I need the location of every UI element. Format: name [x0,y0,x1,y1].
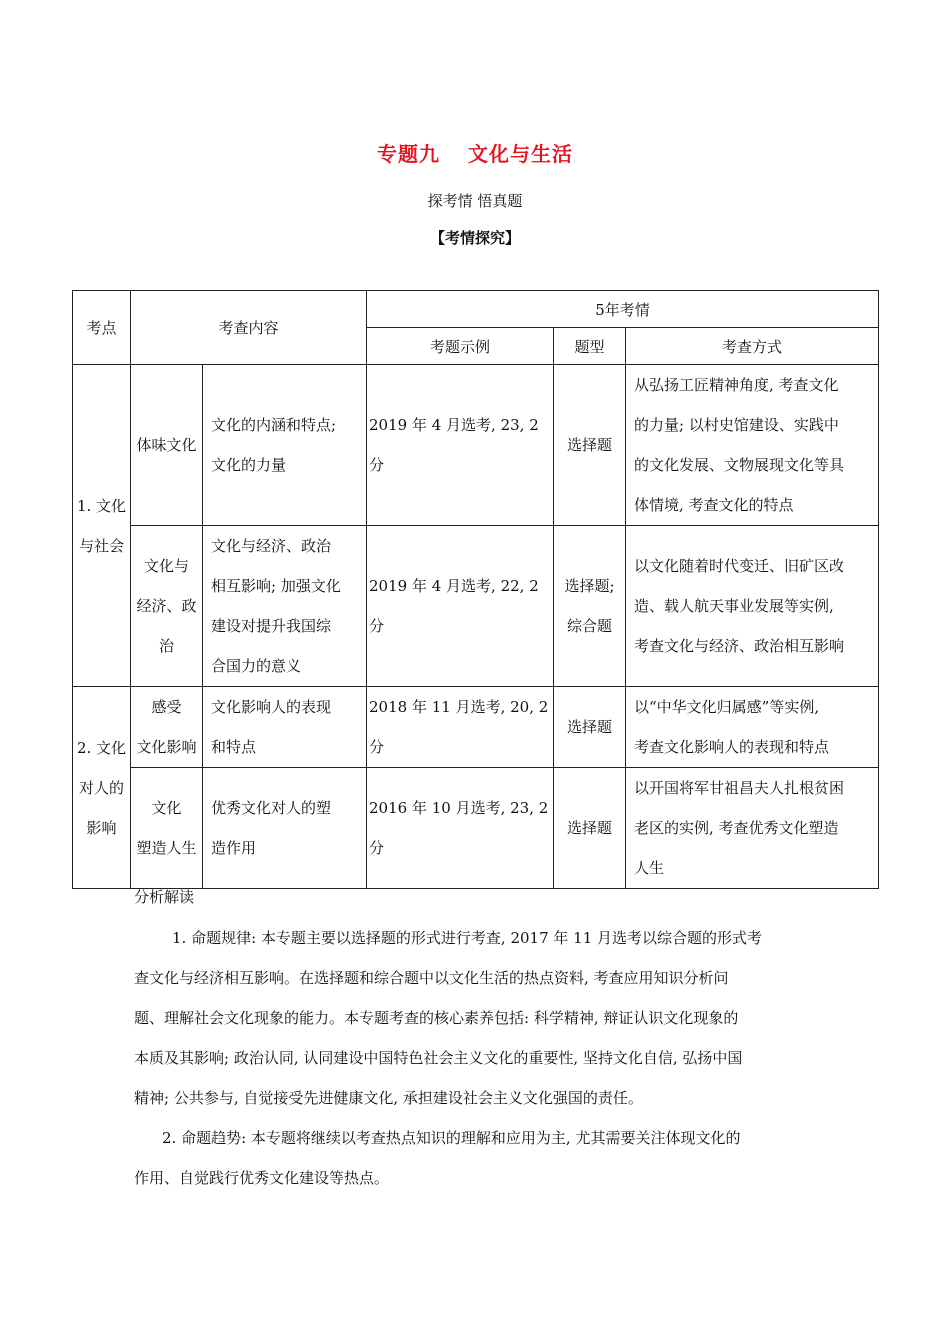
qtype-cell [554,526,626,687]
section-heading: 【考情探究】 [429,229,520,247]
example-cell [367,768,554,889]
paragraph-line [134,1118,810,1158]
analysis-paragraph-2 [134,1118,810,1198]
method-cell [626,687,879,768]
cell-line: 人生 [634,859,665,877]
cell-line: 体情境, 考查文化的特点 [634,496,794,514]
page-title [0,138,950,167]
cell-line: 文化与 [143,557,189,575]
cell-line: 相互影响; 加强文化 [211,577,341,595]
cell-line: 治 [158,637,174,655]
cell-line: 文化 [151,799,182,817]
cell-line: 影响 [86,818,117,837]
content-cell [203,365,367,526]
paragraph-line: 查文化与经济相互影响。在选择题和综合题中以文化生活的热点资料, 考查应用知识分析问 [134,969,729,987]
header-qtype: 题型 [554,328,626,365]
cell-line: 文化的力量 [211,456,287,474]
header-kaodian: 考点 [73,291,131,365]
table-row [73,768,879,889]
sub-topic-cell [131,526,203,687]
cell-line: 建设对提升我国综 [211,617,332,635]
table-row [73,365,879,526]
analysis-paragraph-1 [134,918,810,1118]
cell-line: 分 [369,738,385,756]
cell-line: 造、载人航天事业发展等实例, [634,597,834,615]
cell-line: 考查文化影响人的表现和特点 [634,738,830,756]
cell-line: 文化的内涵和特点; [211,416,337,434]
exam-analysis-table [72,290,879,889]
cell-line: 考查文化与经济、政治相互影响 [634,637,845,655]
cell-line: 体味文化 [136,436,197,454]
paragraph-line: 题、理解社会文化现象的能力。本专题考查的核心素养包括: 科学精神, 辩证认识文化现象的 [134,1009,739,1027]
qtype-cell [554,687,626,768]
content-cell [203,526,367,687]
example-cell [367,365,554,526]
paragraph-line: 作用、自觉践行优秀文化建设等热点。 [134,1169,390,1187]
cell-line: 感受 [151,698,182,716]
cell-line: 从弘扬工匠精神角度, 考查文化 [634,376,839,394]
header-five-year: 5年考情 [367,291,879,328]
cell-line: 的力量; 以村史馆建设、实践中 [634,416,839,434]
cell-line: 文化影响 [136,738,197,756]
table-header-row [73,291,879,328]
method-cell [626,526,879,687]
qtype-cell [554,365,626,526]
paragraph-line: 精神; 公共参与, 自觉接受先进健康文化, 承担建设社会主义文化强国的责任。 [134,1089,643,1107]
line-text: 1. 命题规律: 本专题主要以选择题的形式进行考查, 2017 年 11 月选考以综合题的形式考 [172,929,763,947]
header-content: 考查内容 [131,291,367,365]
cell-line: 优秀文化对人的塑 [211,799,332,817]
cell-line: 选择题 [567,436,613,454]
cell-line: 2018 年 11 月选考, 20, 2 [369,698,549,716]
table-row [73,687,879,768]
cell-line: 选择题 [567,718,613,736]
example-cell [367,687,554,768]
title-sub: 文化与生活 [468,142,573,166]
kaodian-cell [73,687,131,889]
cell-line: 以“中华文化归属感”等实例, [634,698,820,716]
cell-line: 文化影响人的表现 [211,698,332,716]
method-cell [626,365,879,526]
content-cell [203,687,367,768]
sub-topic-cell [131,365,203,526]
paragraph-line: 本质及其影响; 政治认同, 认同建设中国特色社会主义文化的重要性, 坚持文化自信, 弘扬中国 [134,1049,743,1067]
page-subtitle: 探考情 悟真题 [427,192,523,210]
cell-line: 塑造人生 [136,839,197,857]
content-cell [203,768,367,889]
analysis-heading: 分析解读 [134,888,195,906]
cell-line: 文化与经济、政治 [211,537,332,555]
sub-topic-cell [131,687,203,768]
cell-line: 老区的实例, 考查优秀文化塑造 [634,819,839,837]
cell-line: 与社会 [78,536,124,555]
paragraph-line [134,918,810,958]
cell-line: 合国力的意义 [211,657,302,675]
title-main: 专题九 [377,142,440,166]
kaodian-cell [73,365,131,687]
cell-line: 2019 年 4 月选考, 23, 2 分 [369,416,539,474]
cell-line: 2019 年 4 月选考, 22, 2 分 [369,577,539,635]
cell-line: 2. 文化 [76,738,127,757]
cell-line: 的文化发展、文物展现文化等具 [634,456,845,474]
cell-line: 2016 年 10 月选考, 23, 2 [369,799,549,817]
cell-line: 经济、政 [136,597,197,615]
cell-line: 造作用 [211,839,257,857]
cell-line: 选择题 [567,819,613,837]
cell-line: 对人的 [78,778,124,797]
cell-line: 分 [369,839,385,857]
cell-line: 以文化随着时代变迁、旧矿区改 [634,557,845,575]
example-cell [367,526,554,687]
line-text: 2. 命题趋势: 本专题将继续以考查热点知识的理解和应用为主, 尤其需要关注体现文化的 [162,1129,741,1147]
cell-line: 选择题; [564,577,615,595]
sub-topic-cell [131,768,203,889]
cell-line: 1. 文化 [76,496,127,515]
header-method: 考查方式 [626,328,879,365]
qtype-cell [554,768,626,889]
cell-line: 以开国将军甘祖昌夫人扎根贫困 [634,779,845,797]
cell-line: 和特点 [211,738,257,756]
cell-line: 综合题 [567,617,613,635]
method-cell [626,768,879,889]
table-row [73,526,879,687]
header-example: 考题示例 [367,328,554,365]
